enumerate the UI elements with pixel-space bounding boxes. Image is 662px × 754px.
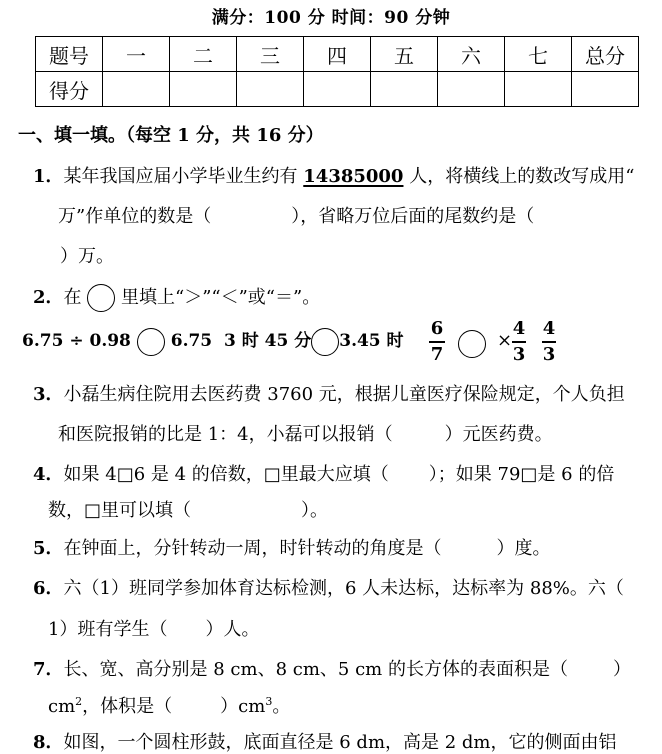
score-input-cell[interactable] xyxy=(103,72,170,107)
fraction-numerator: 4 xyxy=(542,318,556,339)
question-3-line-2: 和医院报销的比是 1：4，小磊可以报销（ ）元医药费。 xyxy=(58,424,553,445)
score-input-cell[interactable] xyxy=(304,72,371,107)
question-number: 6． xyxy=(33,578,64,599)
question-4-line-1: 4．如果 4□6 是 4 的倍数，□里最大应填（ ）；如果 79□是 6 的倍 xyxy=(33,464,615,485)
section-title: 一、填一填。（每空 1 分，共 16 分） xyxy=(18,125,324,146)
fraction-6-7 xyxy=(429,318,445,366)
exam-header: 满分：100 分 时间：90 分钟 xyxy=(211,8,451,28)
question-number: 7． xyxy=(33,659,64,680)
score-input-cell[interactable] xyxy=(371,72,438,107)
question-number: 8． xyxy=(33,732,64,753)
comparison-circle-blank[interactable] xyxy=(311,328,339,356)
fraction-4-3 xyxy=(512,318,526,366)
question-2-expressions: 6.75 ÷ 0.98 6.75 3 时 45 分 3.45 时 xyxy=(22,326,404,356)
question-number: 2． xyxy=(33,287,64,308)
question-1-line-2: 万”作单位的数是（ ），省略万位后面的尾数约是（ xyxy=(58,206,535,227)
score-table-score-row xyxy=(36,72,639,107)
fraction-bar xyxy=(512,341,526,343)
score-cell: 四 xyxy=(304,37,371,72)
question-6-line-2: 1）班有学生（ ）人。 xyxy=(48,619,260,640)
score-cell: 一 xyxy=(103,37,170,72)
underlined-number: 14385000 xyxy=(303,166,404,187)
question-number: 5． xyxy=(33,538,64,559)
question-2-line-1: 2．在 里填上“＞”“＜”或“＝”。 xyxy=(33,283,320,312)
times-sign: × xyxy=(497,330,513,351)
score-cell: 得分 xyxy=(36,72,103,107)
question-number: 1． xyxy=(33,166,64,187)
score-table xyxy=(35,36,639,107)
score-input-cell[interactable] xyxy=(572,72,639,107)
question-number: 4． xyxy=(33,464,64,485)
score-cell: 七 xyxy=(505,37,572,72)
question-3-line-1: 3．小磊生病住院用去医药费 3760 元，根据儿童医疗保险规定，个人负担 xyxy=(33,384,625,405)
fraction-bar xyxy=(542,341,556,343)
comparison-circle-blank[interactable] xyxy=(137,328,165,356)
question-8-line-1: 8．如图，一个圆柱形鼓，底面直径是 6 dm，高是 2 dm，它的侧面由铝 xyxy=(33,732,617,753)
fraction-denominator: 3 xyxy=(512,343,526,365)
score-table-header-row xyxy=(36,37,639,72)
question-1-line-3: ）万。 xyxy=(60,246,114,267)
score-input-cell[interactable] xyxy=(438,72,505,107)
question-5: 5．在钟面上，分针转动一周，时针转动的角度是（ ）度。 xyxy=(33,538,551,559)
score-cell: 五 xyxy=(371,37,438,72)
question-number: 3． xyxy=(33,384,64,405)
score-cell: 题号 xyxy=(36,37,103,72)
fraction-4-3 xyxy=(542,318,556,366)
fraction-bar xyxy=(429,341,445,343)
comparison-circle-icon xyxy=(87,284,115,312)
fraction-denominator: 3 xyxy=(542,343,556,365)
score-cell: 六 xyxy=(438,37,505,72)
score-cell: 总分 xyxy=(572,37,639,72)
fraction-numerator: 6 xyxy=(430,318,444,339)
comparison-circle-blank[interactable] xyxy=(458,330,486,358)
fraction-denominator: 7 xyxy=(430,343,444,365)
question-7-line-1: 7．长、宽、高分别是 8 cm、8 cm、5 cm 的长方体的表面积是（ ） xyxy=(33,659,631,680)
fraction-numerator: 4 xyxy=(512,318,526,339)
score-cell: 二 xyxy=(170,37,237,72)
score-cell: 三 xyxy=(237,37,304,72)
score-input-cell[interactable] xyxy=(505,72,572,107)
question-6-line-1: 6．六（1）班同学参加体育达标检测，6 人未达标，达标率为 88%。六（ xyxy=(33,578,624,599)
question-1-line-1: 1．某年我国应届小学毕业生约有 14385000 人，将横线上的数改写成用“ xyxy=(33,166,635,187)
score-input-cell[interactable] xyxy=(170,72,237,107)
question-7-line-2: $cm^2$，体积是（ ）$cm^3$。 xyxy=(48,695,291,717)
score-input-cell[interactable] xyxy=(237,72,304,107)
question-4-line-2: 数，□里可以填（ ）。 xyxy=(48,500,329,521)
